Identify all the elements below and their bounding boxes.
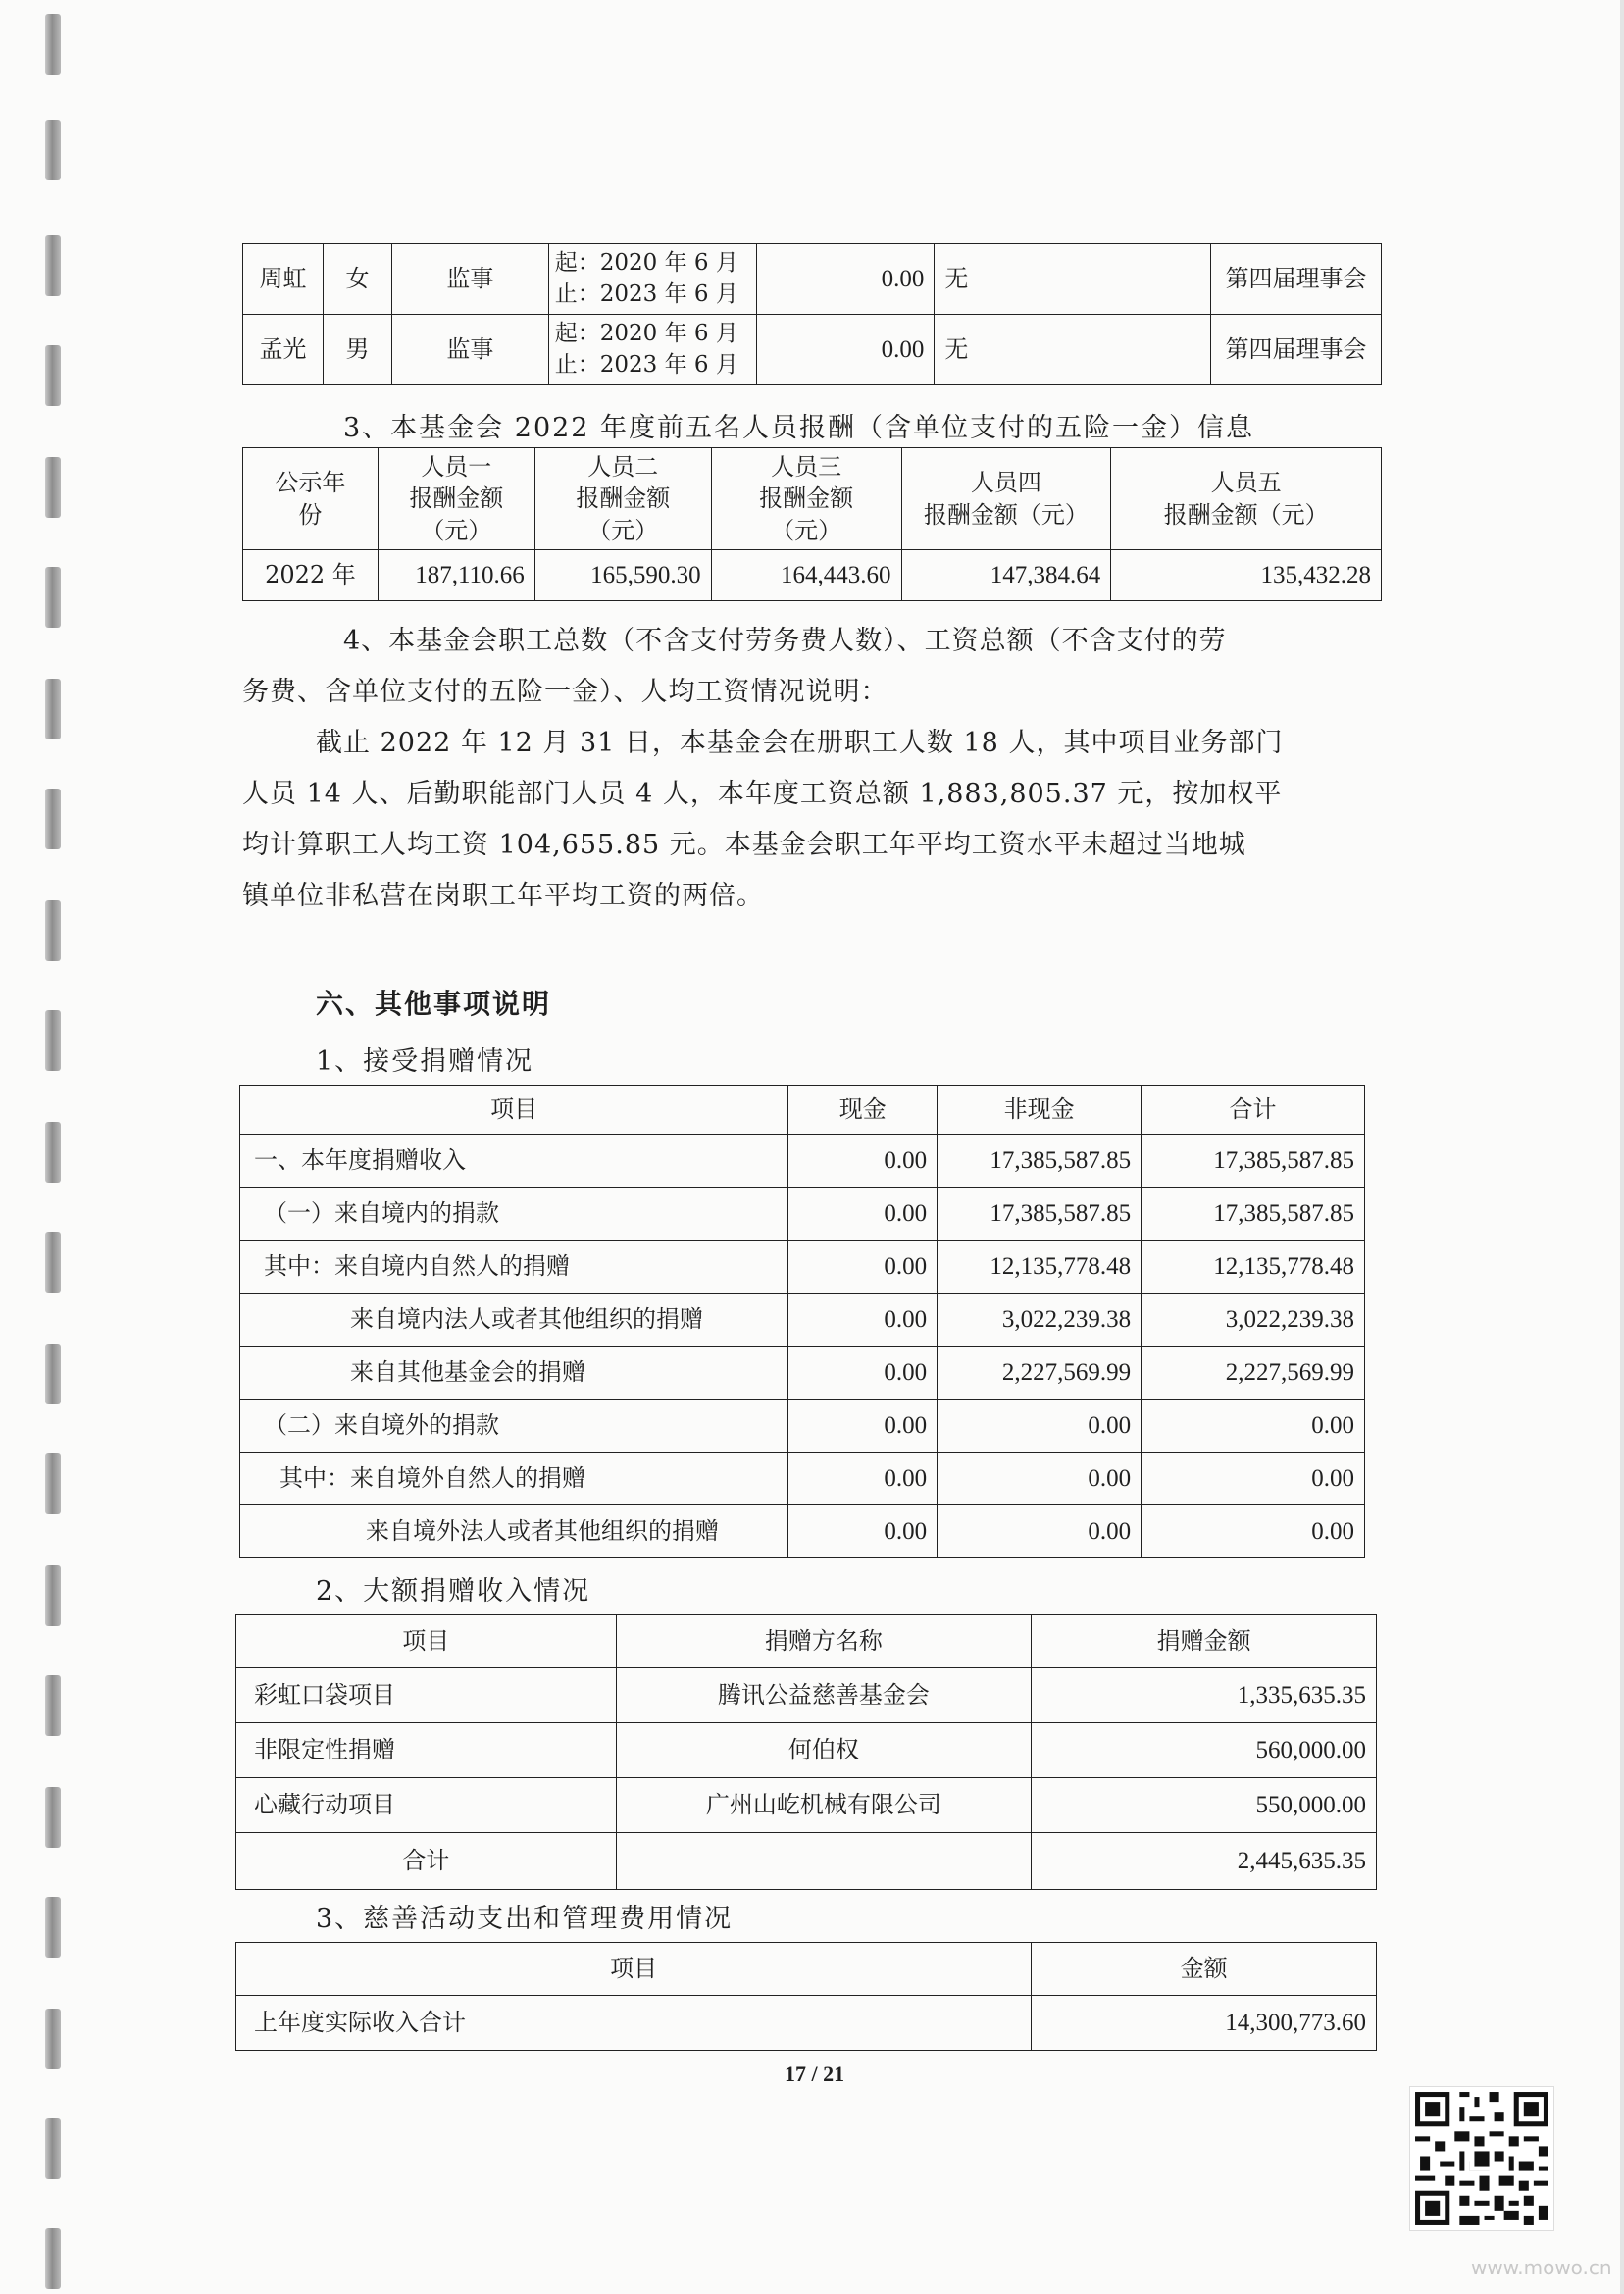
expense-header: 项目 <box>236 1943 1032 1996</box>
large-amount: 550,000.00 <box>1032 1778 1377 1833</box>
expense-item: 上年度实际收入合计 <box>236 1996 1032 2051</box>
donation-item: 来自境外法人或者其他组织的捐赠 <box>240 1505 788 1558</box>
qr-code <box>1409 2086 1554 2231</box>
header-line: 人员五 <box>1210 469 1282 497</box>
donation-cash: 0.00 <box>788 1347 938 1400</box>
large-header: 项目 <box>236 1615 617 1668</box>
donation-noncash: 17,385,587.85 <box>938 1135 1142 1188</box>
header-line: 报酬金额 <box>409 484 504 513</box>
binding-hole <box>45 235 61 296</box>
binding-hole <box>45 345 61 406</box>
binding-hole <box>45 2228 61 2289</box>
large-amount: 560,000.00 <box>1032 1723 1377 1778</box>
board-term-body: 第四届理事会 <box>1211 244 1382 315</box>
top5-value: 135,432.28 <box>1111 550 1382 601</box>
binding-hole <box>45 1787 61 1848</box>
donation-cash: 0.00 <box>788 1135 938 1188</box>
board-row <box>243 315 1382 385</box>
section4-body-line: 截止 2022 年 12 月 31 日，本基金会在册职工人数 18 人，其中项目业务部门 <box>316 728 1284 758</box>
donation-item: 其中：来自境内自然人的捐赠 <box>240 1241 788 1294</box>
donation-cash: 0.00 <box>788 1294 938 1347</box>
binding-hole <box>45 1344 61 1404</box>
donation-table <box>239 1085 1365 1558</box>
large-header: 捐赠金额 <box>1032 1615 1377 1668</box>
header-line: （元） <box>587 516 659 544</box>
large-donor: 何伯权 <box>616 1723 1032 1778</box>
binding-hole <box>45 1565 61 1626</box>
section4-body-line: 镇单位非私营在岗职工年平均工资的两倍。 <box>242 881 764 911</box>
donation-total: 17,385,587.85 <box>1142 1188 1365 1241</box>
header-line: 人员二 <box>587 452 659 481</box>
header-line: （元） <box>771 516 842 544</box>
donation-row <box>240 1135 1365 1188</box>
header-line: 报酬金额（元） <box>1163 500 1329 529</box>
large-donor: 广州山屹机械有限公司 <box>616 1778 1032 1833</box>
donation-header: 项目 <box>240 1086 788 1135</box>
board-amount: 0.00 <box>756 315 935 385</box>
binding-hole <box>45 1897 61 1958</box>
donation-row <box>240 1505 1365 1558</box>
donation-noncash: 3,022,239.38 <box>938 1294 1142 1347</box>
page-number: 17 / 21 <box>785 2062 845 2086</box>
binding-hole <box>45 1232 61 1293</box>
qr-code-icon <box>1410 2087 1553 2230</box>
donation-total: 0.00 <box>1142 1505 1365 1558</box>
board-term-end: 止：2023 年 6 月 <box>554 280 738 307</box>
board-gender: 女 <box>323 244 391 315</box>
binding-hole <box>45 1010 61 1071</box>
large-donation-subtitle: 2、大额捐赠收入情况 <box>316 1576 591 1606</box>
board-role: 监事 <box>391 244 548 315</box>
large-row <box>236 1723 1377 1778</box>
expense-subtitle: 3、慈善活动支出和管理费用情况 <box>316 1904 734 1934</box>
page-edge <box>1620 0 1624 2294</box>
section3-title: 3、本基金会 2022 年度前五名人员报酬（含单位支付的五险一金）信息 <box>343 413 1255 443</box>
top5-header <box>378 448 534 550</box>
watermark: www.mowo.cn <box>1471 2256 1612 2279</box>
top5-year: 2022 年 <box>243 550 379 601</box>
expense-table <box>235 1942 1377 2051</box>
donation-total: 3,022,239.38 <box>1142 1294 1365 1347</box>
binding-hole <box>45 2009 61 2069</box>
donation-item: 其中：来自境外自然人的捐赠 <box>240 1453 788 1505</box>
large-row <box>236 1778 1377 1833</box>
header-line: 人员三 <box>771 452 842 481</box>
board-name: 孟光 <box>243 315 324 385</box>
donation-noncash: 17,385,587.85 <box>938 1188 1142 1241</box>
large-item: 彩虹口袋项目 <box>236 1668 617 1723</box>
large-total-row <box>236 1833 1377 1890</box>
large-header-row <box>236 1615 1377 1668</box>
donation-row <box>240 1400 1365 1453</box>
binding-hole <box>45 2118 61 2179</box>
large-donation-table <box>235 1614 1377 1890</box>
donation-cash: 0.00 <box>788 1188 938 1241</box>
top5-data-row <box>243 550 1382 601</box>
section4-title-line: 4、本基金会职工总数（不含支付劳务费人数）、工资总额（不含支付的劳 <box>343 626 1227 656</box>
expense-amount: 14,300,773.60 <box>1032 1996 1377 2051</box>
board-other: 无 <box>935 315 1211 385</box>
expense-header: 金额 <box>1032 1943 1377 1996</box>
header-line: 报酬金额（元） <box>923 500 1089 529</box>
donation-total: 2,227,569.99 <box>1142 1347 1365 1400</box>
top5-value: 187,110.66 <box>378 550 534 601</box>
donation-item: 来自境内法人或者其他组织的捐赠 <box>240 1294 788 1347</box>
donation-noncash: 0.00 <box>938 1400 1142 1453</box>
board-gender: 男 <box>323 315 391 385</box>
donation-header: 非现金 <box>938 1086 1142 1135</box>
top5-value: 165,590.30 <box>534 550 711 601</box>
board-term-start: 起：2020 年 6 月 <box>554 321 738 347</box>
board-term <box>548 315 756 385</box>
donation-item: 一、本年度捐赠收入 <box>240 1135 788 1188</box>
top5-header-row <box>243 448 1382 550</box>
board-name: 周虹 <box>243 244 324 315</box>
donation-subtitle: 1、接受捐赠情况 <box>316 1046 534 1077</box>
binding-hole <box>45 679 61 739</box>
donation-total: 0.00 <box>1142 1453 1365 1505</box>
donation-item: （一）来自境内的捐款 <box>240 1188 788 1241</box>
binding-hole <box>45 567 61 628</box>
board-role: 监事 <box>391 315 548 385</box>
large-header: 捐赠方名称 <box>616 1615 1032 1668</box>
header-line: 份 <box>298 500 323 529</box>
top5-header <box>243 448 379 550</box>
top5-header <box>1111 448 1382 550</box>
donation-row <box>240 1294 1365 1347</box>
header-line: 人员四 <box>970 469 1041 497</box>
binding-hole <box>45 1453 61 1514</box>
large-row <box>236 1668 1377 1723</box>
board-other: 无 <box>935 244 1211 315</box>
top5-value: 147,384.64 <box>901 550 1111 601</box>
donation-cash: 0.00 <box>788 1505 938 1558</box>
header-line: 人员一 <box>421 452 492 481</box>
binding-hole <box>45 14 61 75</box>
donation-header: 现金 <box>788 1086 938 1135</box>
large-amount: 1,335,635.35 <box>1032 1668 1377 1723</box>
donation-item: （二）来自境外的捐款 <box>240 1400 788 1453</box>
donation-row <box>240 1453 1365 1505</box>
large-donor: 腾讯公益慈善基金会 <box>616 1668 1032 1723</box>
header-line: 公示年 <box>275 469 346 497</box>
header-line: 报酬金额 <box>759 484 854 513</box>
large-item: 非限定性捐赠 <box>236 1723 617 1778</box>
donation-header-row <box>240 1086 1365 1135</box>
binding-hole <box>45 789 61 849</box>
board-row <box>243 244 1382 315</box>
donation-noncash: 0.00 <box>938 1505 1142 1558</box>
expense-header-row <box>236 1943 1377 1996</box>
large-total-amount: 2,445,635.35 <box>1032 1833 1377 1890</box>
binding-hole <box>45 457 61 518</box>
donation-row <box>240 1188 1365 1241</box>
donation-total: 17,385,587.85 <box>1142 1135 1365 1188</box>
donation-total: 0.00 <box>1142 1400 1365 1453</box>
donation-total: 12,135,778.48 <box>1142 1241 1365 1294</box>
donation-header: 合计 <box>1142 1086 1365 1135</box>
board-table <box>242 243 1382 385</box>
binding-hole <box>45 120 61 180</box>
donation-cash: 0.00 <box>788 1400 938 1453</box>
section4-body-line: 人员 14 人、后勤职能部门人员 4 人，本年度工资总额 1,883,805.37 元，按加权平 <box>242 779 1283 809</box>
board-amount: 0.00 <box>756 244 935 315</box>
top5-pay-table <box>242 447 1382 601</box>
expense-row <box>236 1996 1377 2051</box>
header-line: 报酬金额 <box>576 484 671 513</box>
donation-row <box>240 1241 1365 1294</box>
binding-hole <box>45 1675 61 1736</box>
top5-value: 164,443.60 <box>711 550 901 601</box>
large-total-label: 合计 <box>236 1833 617 1890</box>
donation-noncash: 12,135,778.48 <box>938 1241 1142 1294</box>
board-term-end: 止：2023 年 6 月 <box>554 351 738 378</box>
large-total-donor <box>616 1833 1032 1890</box>
donation-cash: 0.00 <box>788 1453 938 1505</box>
board-term-start: 起：2020 年 6 月 <box>554 250 738 277</box>
board-term-body: 第四届理事会 <box>1211 315 1382 385</box>
board-term <box>548 244 756 315</box>
large-item: 心藏行动项目 <box>236 1778 617 1833</box>
top5-header <box>534 448 711 550</box>
donation-noncash: 2,227,569.99 <box>938 1347 1142 1400</box>
donation-cash: 0.00 <box>788 1241 938 1294</box>
donation-noncash: 0.00 <box>938 1453 1142 1505</box>
donation-item: 来自其他基金会的捐赠 <box>240 1347 788 1400</box>
top5-header <box>711 448 901 550</box>
header-line: （元） <box>421 516 492 544</box>
section6-heading: 六、其他事项说明 <box>316 988 552 1020</box>
binding-hole <box>45 900 61 961</box>
section4-body-line: 均计算职工人均工资 104,655.85 元。本基金会职工年平均工资水平未超过当地城 <box>242 830 1246 860</box>
donation-row <box>240 1347 1365 1400</box>
top5-header <box>901 448 1111 550</box>
section4-title-line: 务费、含单位支付的五险一金）、人均工资情况说明： <box>242 677 888 707</box>
binding-hole <box>45 1122 61 1183</box>
